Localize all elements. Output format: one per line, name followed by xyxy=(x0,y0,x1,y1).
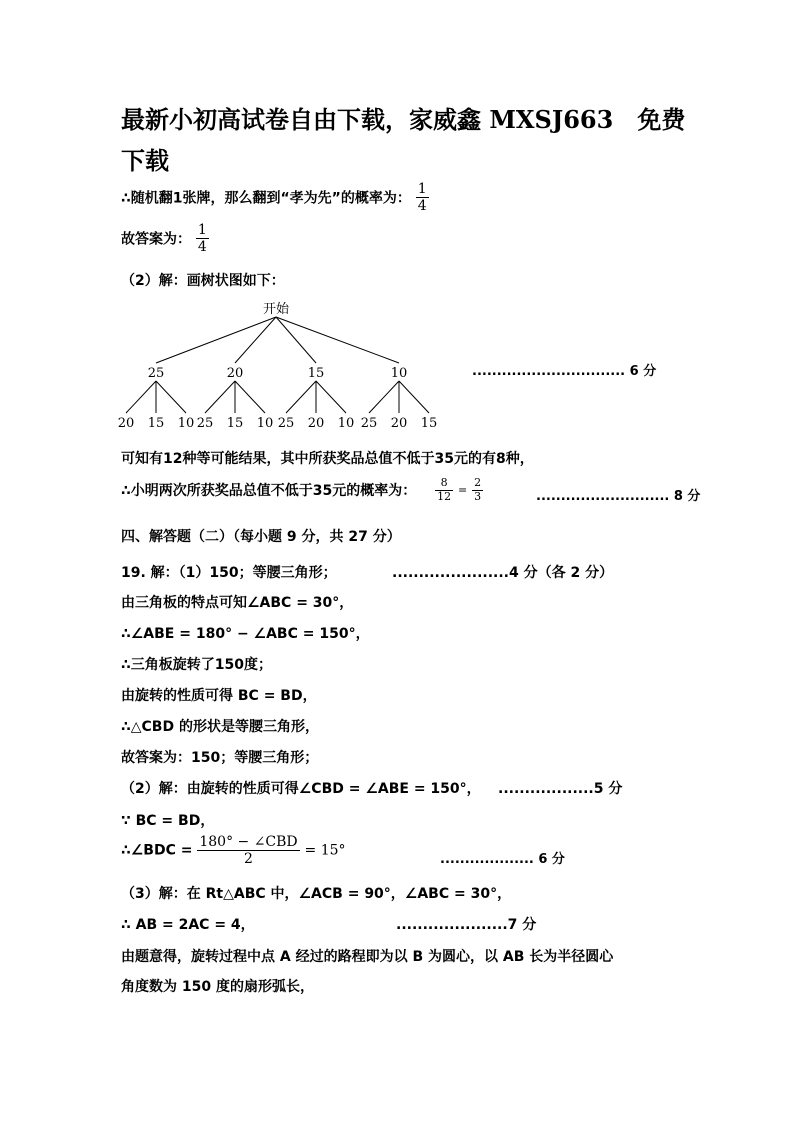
q1-fraction-numerator: 1 xyxy=(417,181,427,197)
p19-line13: 由题意得，旋转过程中点 A 经过的路程即为以 B 为圆心，以 AB 长为半径圆心 xyxy=(121,949,614,965)
p19-line7: 故答案为：150；等腰三角形； xyxy=(121,750,319,766)
tree-node-level2: 15 xyxy=(420,416,438,431)
q1-answer-denominator: 4 xyxy=(197,239,207,256)
tree-lines xyxy=(126,317,429,413)
p19-line9: ∵ BC = BD， xyxy=(121,813,215,829)
q2-probability-score: ........................... 8 分 xyxy=(536,489,701,504)
q2-result-line: 可知有12种等可能结果，其中所获奖品总值不低于35元的有8种， xyxy=(121,451,534,467)
q2-heading: （2）解：画树状图如下： xyxy=(121,273,285,289)
tree-node-level2: 25 xyxy=(196,416,214,431)
tree-edge-level2 xyxy=(369,381,399,413)
tree-edge-level1 xyxy=(235,317,276,363)
q1-answer-text: 故答案为： xyxy=(121,231,191,248)
p19-line2: 由三角板的特点可知∠ABC = 30°， xyxy=(121,595,354,611)
q1-probability-line xyxy=(121,181,429,214)
tree-edge-level2 xyxy=(156,381,186,413)
tree-root-label: 开始 xyxy=(262,302,290,317)
p19-line6: ∴△CBD 的形状是等腰三角形， xyxy=(121,719,319,735)
p19-line12-score: .....................7 分 xyxy=(396,917,537,933)
q2-fraction-1-numerator: 8 xyxy=(435,477,453,491)
tree-diagram xyxy=(110,295,460,435)
tree-edge-level1 xyxy=(156,317,276,363)
p19-line4: ∴三角板旋转了150度； xyxy=(121,657,272,673)
p19-line10-score: ................... 6 分 xyxy=(440,852,565,867)
tree-node-level2: 10 xyxy=(177,416,195,431)
tree-edge-level2 xyxy=(399,381,429,413)
tree-node-level2: 10 xyxy=(337,416,355,431)
q1-answer-fraction xyxy=(196,222,209,255)
tree-node-level2: 20 xyxy=(307,416,325,431)
tree-node-level2: 20 xyxy=(117,416,135,431)
tree-edge-level2 xyxy=(205,381,235,413)
q2-fraction-2-denominator: 3 xyxy=(474,489,482,503)
q1-probability-fraction xyxy=(416,181,429,214)
tree-labels xyxy=(118,302,438,431)
tree-edge-level2 xyxy=(316,381,346,413)
tree-node-level2: 10 xyxy=(256,416,274,431)
page-title-line1: 最新小初高试卷自由下载，家威鑫 MXSJ663 免费 xyxy=(121,105,686,134)
tree-node-level2: 15 xyxy=(147,416,165,431)
p19-line8: （2）解：由旋转的性质可得∠CBD = ∠ABE = 150°， xyxy=(121,781,481,797)
tree-node-level1: 15 xyxy=(307,366,325,381)
q2-probability-text: ∴小明两次所获奖品总值不低于35元的概率为： xyxy=(121,483,417,500)
tree-node-level2: 15 xyxy=(226,416,244,431)
p19-line3: ∴∠ABE = 180° − ∠ABC = 150°， xyxy=(121,626,370,642)
p19-line12: ∴ AB = 2AC = 4， xyxy=(121,917,255,933)
q1-answer-numerator: 1 xyxy=(197,222,207,238)
q1-fraction-denominator: 4 xyxy=(417,198,427,215)
tree-node-level1: 10 xyxy=(390,366,408,381)
p19-line10-denominator: 2 xyxy=(244,851,253,868)
q2-equals: = xyxy=(457,483,468,497)
p19-line10 xyxy=(121,834,346,867)
q1-answer-line xyxy=(121,222,209,255)
p19-line1-score: ......................4 分（各 2 分） xyxy=(392,565,614,581)
p19-line10-fraction xyxy=(197,834,299,867)
p19-line10-result: = 15° xyxy=(304,842,346,859)
tree-node-level1: 20 xyxy=(226,366,244,381)
p19-line11: （3）解：在 Rt△ABC 中，∠ACB = 90°，∠ABC = 30°， xyxy=(121,886,512,902)
p19-line8-score: ..................5 分 xyxy=(498,781,623,797)
tree-edge-level2 xyxy=(235,381,265,413)
tree-node-level1: 25 xyxy=(147,366,165,381)
q1-probability-text: ∴随机翻1张牌，那么翻到“孝为先”的概率为： xyxy=(121,190,411,207)
tree-edge-level1 xyxy=(276,317,316,363)
q2-probability-line xyxy=(121,477,483,503)
p19-line5: 由旋转的性质可得 BC = BD， xyxy=(121,688,317,704)
p19-line10-prefix: ∴∠BDC = xyxy=(121,842,193,859)
tree-score: ............................... 6 分 xyxy=(472,364,657,379)
q2-fraction-2-numerator: 2 xyxy=(474,476,482,489)
page-title-line2: 下载 xyxy=(121,146,169,175)
tree-node-level2: 20 xyxy=(390,416,408,431)
tree-edge-level2 xyxy=(286,381,316,413)
tree-edge-level1 xyxy=(276,317,399,363)
q2-fraction-1-denominator: 12 xyxy=(437,489,452,503)
p19-line14: 角度数为 150 度的扇形弧长， xyxy=(121,979,314,995)
p19-line1: 19. 解：（1）150；等腰三角形； xyxy=(121,565,337,581)
q2-fraction-2 xyxy=(472,477,483,503)
tree-node-level2: 25 xyxy=(277,416,295,431)
tree-edge-level2 xyxy=(126,381,156,413)
q2-fraction-1 xyxy=(435,477,453,503)
section4-heading: 四、解答题（二）（每小题 9 分，共 27 分） xyxy=(121,529,401,545)
p19-line10-numerator: 180° − ∠CBD xyxy=(199,834,298,850)
tree-node-level2: 25 xyxy=(360,416,378,431)
